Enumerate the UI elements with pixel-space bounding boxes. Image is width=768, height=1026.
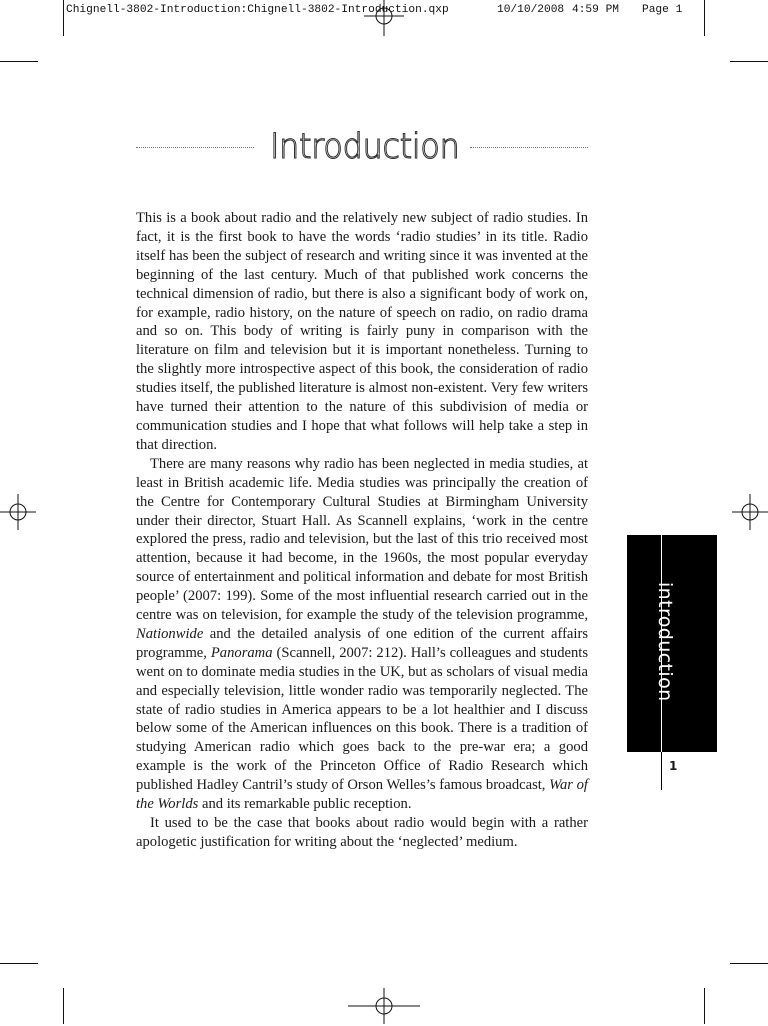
- title-dotted-rule-left: [136, 147, 254, 148]
- title-dotted-rule-right: [470, 147, 588, 148]
- slug-date: 10/10/2008: [497, 4, 565, 16]
- chapter-title: Introduction: [270, 127, 460, 167]
- paragraph-2: [136, 455, 588, 814]
- registration-mark-left: [0, 492, 40, 532]
- crop-mark-top-right-v: [704, 0, 705, 36]
- paragraph-3: It used to be the case that books about radio would begin with a rather apologetic justification for writing about the ‘neglected’ medium.: [136, 815, 588, 850]
- title-nationwide: Nationwide: [136, 625, 204, 642]
- crop-mark-top-right-h: [730, 61, 768, 62]
- body-text: [136, 209, 588, 852]
- paragraph-2-text: and the detailed analysis of one edition of the current affairs programme,: [136, 625, 588, 661]
- crop-mark-top-left-h: [0, 61, 38, 62]
- chapter-tab-label: introduction: [654, 582, 676, 702]
- registration-mark-right: [728, 492, 768, 532]
- registration-mark-bottom: [344, 986, 424, 1026]
- crop-mark-bottom-left-h: [0, 963, 38, 964]
- slug-line: [66, 4, 768, 16]
- paragraph-1: This is a book about radio and the relatively new subject of radio studies. In fact, it is the first book to have the words ‘radio studies’ in its title. Radio itself has been the subject of research and writing since it was invented at the beginning of the last century. Much of that published work concerns the technical dimension of radio, but there is also a significant body of work on, for example, radio history, on the nature of speech on radio, on radio drama and so on. This body of writing is fairly puny in comparison with the literature on film and television but it is important nonetheless. Turning to the slightly more introspective aspect of this book, the consideration of radio studies itself, the published literature is almost non-existent. Very few writers have turned their attention to the nature of this subdivision of media or communication studies and I hope that what follows will help take a step in that direction.: [136, 210, 588, 453]
- registration-mark-top: [364, 0, 404, 40]
- crop-mark-bottom-right-h: [730, 963, 768, 964]
- page-number: 1: [669, 759, 678, 773]
- paragraph-2-text: There are many reasons why radio has been neglected in media studies, at least in British academic life. Media studies was principally the creation of the Centre for Contemporary Cultural Studies at Birmingham University under their director, Stuart Hall. As Scannell explains, ‘work in the centre explored the press, radio and television, but the last of this trio received most attention, because it had become, in the 1960s, the most popular everyday source of entertainment and political information and debate for most British people’ (2007: 199). Some of the most influential research carried out in the centre was on television, for example the study of the television programme,: [136, 455, 588, 624]
- title-war-of-the-worlds: War of the Worlds: [136, 777, 588, 813]
- crop-mark-bottom-left-v: [63, 988, 64, 1024]
- paragraph-2-text: (Scannell, 2007: 212). Hall’s colleagues and students went on to dominate media studies in the UK, but as scholars of visual media and especially television, little wonder radio was temporarily neglected. The state of radio studies in America appears to be a lot healthier and I discuss below some of the American influences on this book. There is a tradition of studying American radio which goes back to the pre-war era; a good example is the work of the Princeton Office of Radio Research which published Hadley Cantril’s study of Orson Welles’s famous broadcast,: [136, 644, 588, 794]
- crop-mark-bottom-right-v: [704, 988, 705, 1024]
- slug-filename: Chignell-3802-Introduction:Chignell-3802-Introduction.qxp: [66, 4, 449, 16]
- folio-rule: [661, 752, 662, 790]
- paragraph-2-text: and its remarkable public reception.: [201, 796, 412, 813]
- crop-mark-top-left-v: [63, 0, 64, 36]
- slug-page: Page 1: [642, 4, 683, 16]
- slug-time: 4:59 PM: [572, 4, 619, 16]
- chapter-heading: [136, 125, 588, 169]
- title-panorama: Panorama: [210, 644, 273, 661]
